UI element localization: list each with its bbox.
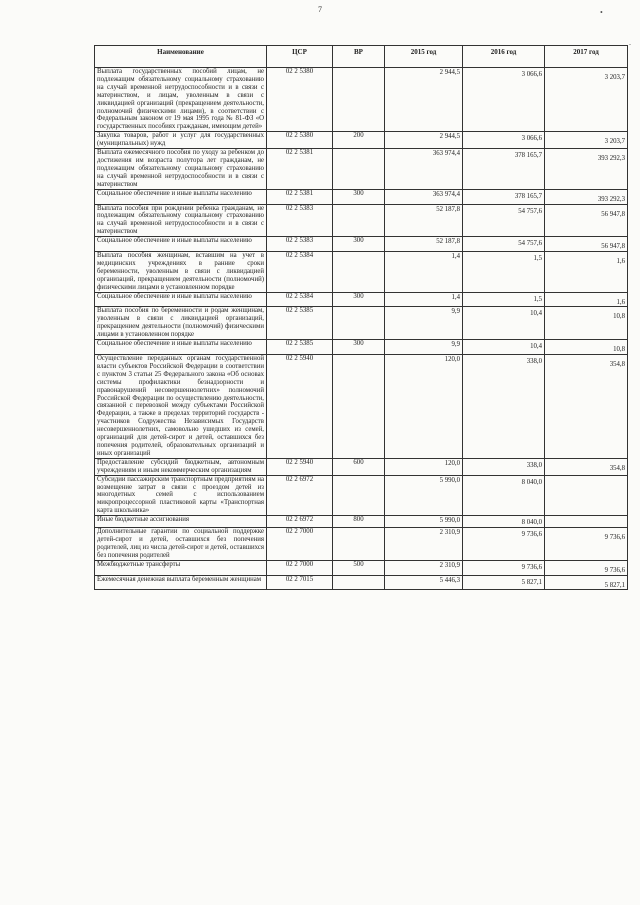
table-row <box>95 189 628 204</box>
table-row <box>95 237 628 252</box>
table-row <box>95 516 628 528</box>
row-name-cell: Социальное обеспечение и иные выплаты населению <box>95 189 267 204</box>
row-vr-cell: 300 <box>333 237 385 252</box>
table-row <box>95 575 628 590</box>
row-vr-cell: 300 <box>333 340 385 355</box>
row-name-cell: Выплата государственных пособий лицам, не подлежащим обязательному социальному страхованию на случай временной нетрудоспособности и в связи с материнством, и лицам, уволенным в связи с ликвидацией организаций (прекращением деятельности, полномочий физическими лицами), в соответствии с Федеральным законом от 19 мая 1995 года № 81-ФЗ «О государственных пособиях гражданам, имеющим детей» <box>95 68 267 132</box>
table-row <box>95 204 628 237</box>
margin-mark: . <box>629 38 631 47</box>
row-csr-cell: 02 2 5383 <box>267 237 333 252</box>
row-csr-cell: 02 2 5384 <box>267 252 333 293</box>
row-2015-cell: 5 990,0 <box>385 516 463 528</box>
header-vr: ВР <box>333 46 385 68</box>
table-row <box>95 307 628 340</box>
row-name-cell: Осуществление переданных органам государственной власти субъектов Российской Федерации в соответствии с пунктом 3 статьи 25 Федерального закона «Об основах системы профилактики безнадзорности и правонарушений несовершеннолетних» полномочий Российской Федерации по осуществлению деятельности, связанной с перевозкой между субъектами Российской Федерации, а также в пределах территорий государств - участников Содружества Независимых Государств несовершеннолетних, самовольно ушедших из семей, организаций для детей-сирот и детей, оставшихся без попечения родителей, образовательных организаций и иных организаций <box>95 355 267 459</box>
row-2017-cell: 10,8 <box>545 340 628 355</box>
row-2015-cell: 2 944,5 <box>385 68 463 132</box>
row-2015-cell: 363 974,4 <box>385 189 463 204</box>
row-name-cell: Выплата ежемесячного пособия по уходу за ребенком до достижения им возраста полутора лет гражданам, не подлежащим обязательному социальному страхованию на случай временной нетрудоспособности и в связи с материнством <box>95 149 267 190</box>
budget-table <box>94 45 628 590</box>
row-vr-cell <box>333 149 385 190</box>
table-row <box>95 292 628 307</box>
row-2017-cell <box>545 516 628 528</box>
row-vr-cell <box>333 68 385 132</box>
row-vr-cell: 300 <box>333 189 385 204</box>
row-vr-cell: 200 <box>333 132 385 149</box>
row-vr-cell: 500 <box>333 560 385 575</box>
row-2017-cell: 354,8 <box>545 458 628 475</box>
row-vr-cell <box>333 252 385 293</box>
row-2016-cell: 3 066,6 <box>463 132 545 149</box>
row-2015-cell: 5 446,3 <box>385 575 463 590</box>
row-2016-cell: 338,0 <box>463 458 545 475</box>
row-2016-cell: 378 165,7 <box>463 189 545 204</box>
row-name-cell: Выплата пособия при рождении ребенка гражданам, не подлежащим обязательному социальному страхованию на случай временной нетрудоспособности и в связи с материнством <box>95 204 267 237</box>
row-2016-cell: 1,5 <box>463 252 545 293</box>
table-row <box>95 355 628 459</box>
row-csr-cell: 02 2 5381 <box>267 189 333 204</box>
table-row <box>95 132 628 149</box>
row-2015-cell: 120,0 <box>385 355 463 459</box>
row-csr-cell: 02 2 7000 <box>267 560 333 575</box>
row-name-cell: Выплата пособия женщинам, вставшим на учет в медицинских учреждениях в ранние сроки беременности, уволенным в связи с ликвидацией организаций, прекращением деятельности (полномочий) физическими лицами в установленном порядке <box>95 252 267 293</box>
row-2017-cell: 393 292,3 <box>545 149 628 190</box>
row-2016-cell: 54 757,6 <box>463 204 545 237</box>
row-2015-cell: 363 974,4 <box>385 149 463 190</box>
table-row <box>95 252 628 293</box>
row-csr-cell: 02 2 5380 <box>267 132 333 149</box>
row-name-cell: Предоставление субсидий бюджетным, автономным учреждениям и иным некоммерческим организациям <box>95 458 267 475</box>
row-2017-cell: 3 203,7 <box>545 68 628 132</box>
row-csr-cell: 02 2 5385 <box>267 340 333 355</box>
table-row <box>95 68 628 132</box>
row-2016-cell: 54 757,6 <box>463 237 545 252</box>
row-csr-cell: 02 2 7015 <box>267 575 333 590</box>
row-2017-cell: 9 736,6 <box>545 560 628 575</box>
row-2016-cell: 3 066,6 <box>463 68 545 132</box>
row-vr-cell <box>333 575 385 590</box>
row-name-cell: Социальное обеспечение и иные выплаты населению <box>95 340 267 355</box>
header-name: Наименование <box>95 46 267 68</box>
row-2015-cell: 2 944,5 <box>385 132 463 149</box>
row-2017-cell: 354,8 <box>545 355 628 459</box>
row-2016-cell: 9 736,6 <box>463 528 545 561</box>
row-2015-cell: 52 187,8 <box>385 237 463 252</box>
row-vr-cell <box>333 475 385 516</box>
row-2017-cell: 3 203,7 <box>545 132 628 149</box>
row-vr-cell: 300 <box>333 292 385 307</box>
row-2015-cell: 52 187,8 <box>385 204 463 237</box>
table-row <box>95 340 628 355</box>
row-2015-cell: 9,9 <box>385 340 463 355</box>
row-csr-cell: 02 2 5380 <box>267 68 333 132</box>
row-2016-cell: 8 040,0 <box>463 475 545 516</box>
row-2016-cell: 338,0 <box>463 355 545 459</box>
row-name-cell: Социальное обеспечение и иные выплаты населению <box>95 292 267 307</box>
row-csr-cell: 02 2 5940 <box>267 458 333 475</box>
row-name-cell: Субсидии пассажирским транспортным предприятиям на возмещение затрат в связи с проездом детей из многодетных семей с использованием микропроцессорной пластиковой карты «Транспортная карта школьника» <box>95 475 267 516</box>
header-2015: 2015 год <box>385 46 463 68</box>
row-vr-cell <box>333 355 385 459</box>
row-name-cell: Иные бюджетные ассигнования <box>95 516 267 528</box>
row-2016-cell: 10,4 <box>463 307 545 340</box>
row-2016-cell: 5 827,1 <box>463 575 545 590</box>
row-name-cell: Социальное обеспечение и иные выплаты населению <box>95 237 267 252</box>
row-csr-cell: 02 2 5381 <box>267 149 333 190</box>
row-2015-cell: 120,0 <box>385 458 463 475</box>
row-2015-cell: 1,4 <box>385 252 463 293</box>
table-row <box>95 458 628 475</box>
row-name-cell: Дополнительные гарантии по социальной поддержке детей-сирот и детей, оставшихся без попечения родителей, лиц из числа детей-сирот и детей, оставшихся без попечения родителей <box>95 528 267 561</box>
row-2015-cell: 9,9 <box>385 307 463 340</box>
row-vr-cell: 800 <box>333 516 385 528</box>
table-row <box>95 528 628 561</box>
table-row <box>95 149 628 190</box>
row-csr-cell: 02 2 6972 <box>267 475 333 516</box>
row-csr-cell: 02 2 6972 <box>267 516 333 528</box>
table-row <box>95 560 628 575</box>
row-csr-cell: 02 2 5940 <box>267 355 333 459</box>
row-vr-cell <box>333 307 385 340</box>
row-csr-cell: 02 2 7000 <box>267 528 333 561</box>
row-2017-cell <box>545 475 628 516</box>
row-2017-cell: 56 947,8 <box>545 237 628 252</box>
header-csr: ЦСР <box>267 46 333 68</box>
row-2016-cell: 8 040,0 <box>463 516 545 528</box>
row-2015-cell: 5 990,0 <box>385 475 463 516</box>
row-vr-cell: 600 <box>333 458 385 475</box>
margin-mark: • <box>600 8 603 17</box>
row-2017-cell: 393 292,3 <box>545 189 628 204</box>
row-2015-cell: 2 310,9 <box>385 528 463 561</box>
row-2015-cell: 1,4 <box>385 292 463 307</box>
row-2017-cell: 5 827,1 <box>545 575 628 590</box>
row-csr-cell: 02 2 5384 <box>267 292 333 307</box>
row-vr-cell <box>333 204 385 237</box>
row-2016-cell: 1,5 <box>463 292 545 307</box>
row-vr-cell <box>333 528 385 561</box>
header-2017: 2017 год <box>545 46 628 68</box>
row-2016-cell: 9 736,6 <box>463 560 545 575</box>
header-row <box>95 46 628 68</box>
row-name-cell: Закупка товаров, работ и услуг для государственных (муниципальных) нужд <box>95 132 267 149</box>
header-2016: 2016 год <box>463 46 545 68</box>
row-name-cell: Ежемесячная денежная выплата беременным женщинам <box>95 575 267 590</box>
row-csr-cell: 02 2 5383 <box>267 204 333 237</box>
row-name-cell: Межбюджетные трансферты <box>95 560 267 575</box>
row-2015-cell: 2 310,9 <box>385 560 463 575</box>
row-2016-cell: 378 165,7 <box>463 149 545 190</box>
row-2017-cell: 1,6 <box>545 292 628 307</box>
page-number: 7 <box>318 5 322 14</box>
row-csr-cell: 02 2 5385 <box>267 307 333 340</box>
row-name-cell: Выплата пособия по беременности и родам женщинам, уволенным в связи с ликвидацией организаций, прекращением деятельности (полномочий) физическими лицами в установленном порядке <box>95 307 267 340</box>
row-2017-cell: 1,6 <box>545 252 628 293</box>
row-2017-cell: 56 947,8 <box>545 204 628 237</box>
table-row <box>95 475 628 516</box>
row-2017-cell: 10,8 <box>545 307 628 340</box>
row-2017-cell: 9 736,6 <box>545 528 628 561</box>
row-2016-cell: 10,4 <box>463 340 545 355</box>
